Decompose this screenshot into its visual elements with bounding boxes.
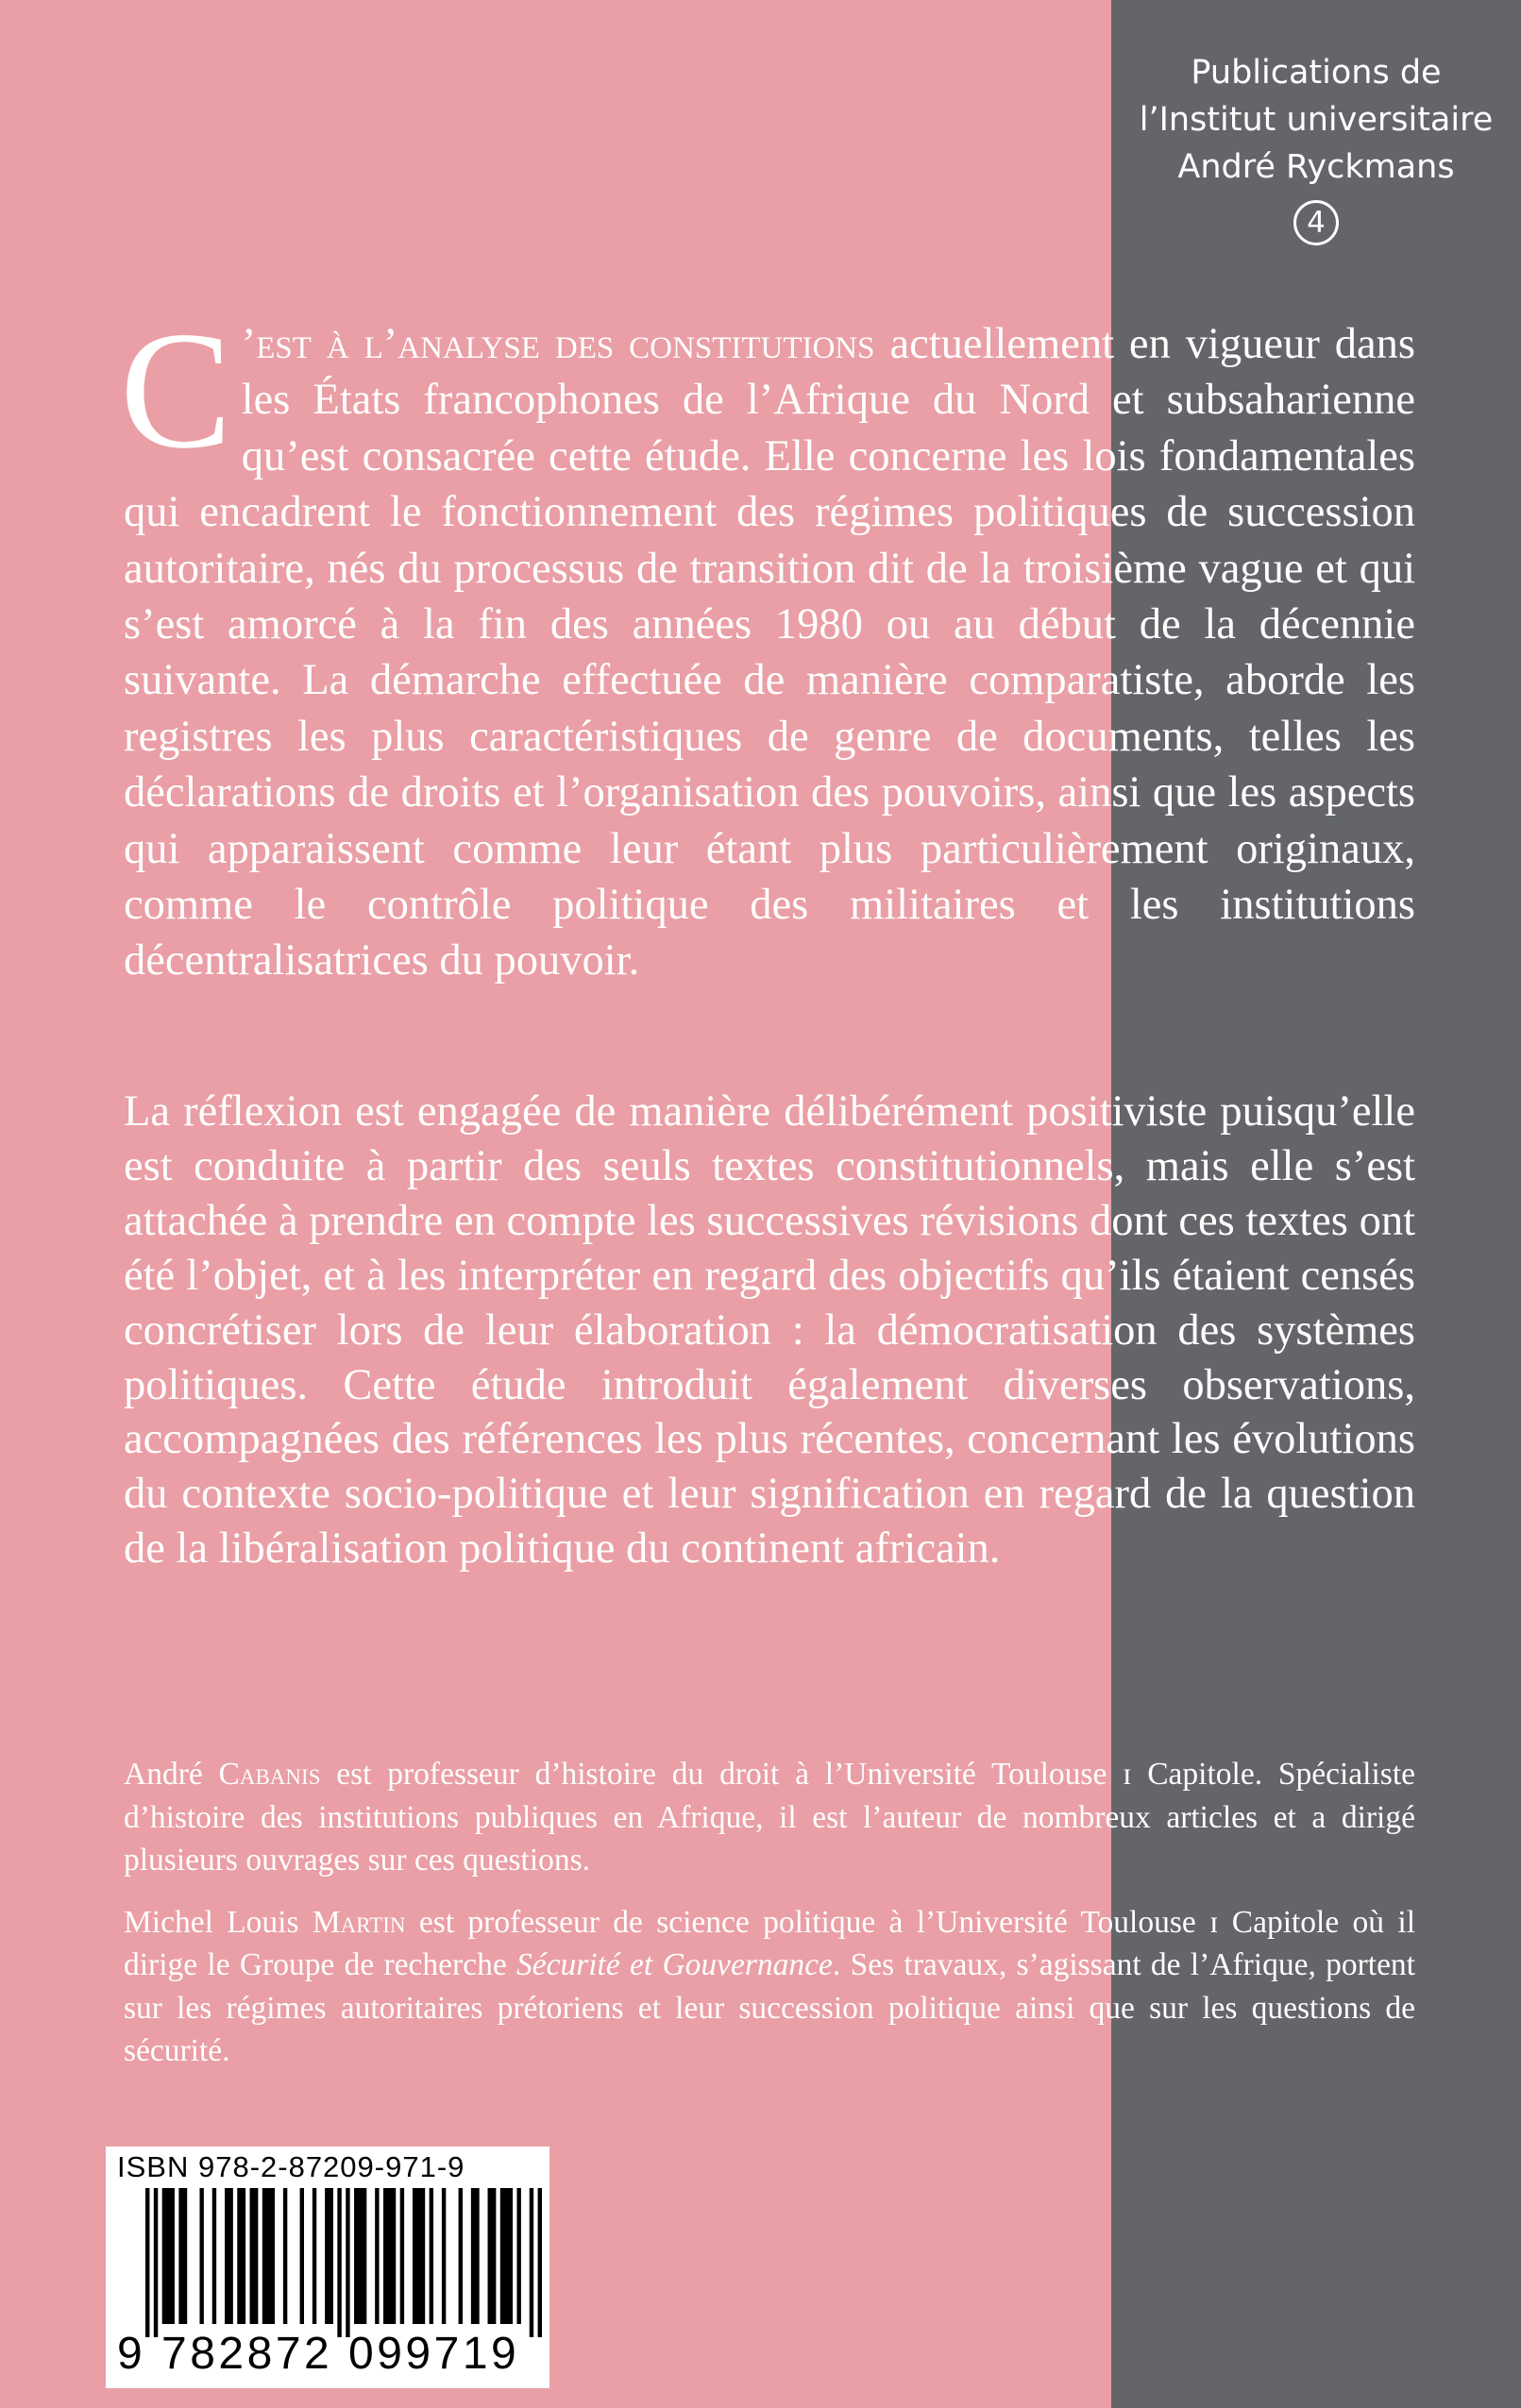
- barcode-bar: [383, 2188, 396, 2324]
- barcode-bar: [250, 2188, 259, 2324]
- series-line-1: Publications de: [1191, 54, 1442, 92]
- series-block: [1111, 49, 1521, 245]
- barcode-bar: [442, 2188, 446, 2324]
- barcode-bar: [530, 2188, 533, 2337]
- barcode-bar: [162, 2188, 175, 2324]
- intro-paragraph: [120, 296, 1415, 989]
- drop-cap: C: [120, 296, 232, 483]
- barcode-bar: [538, 2188, 542, 2337]
- barcode-bar: [283, 2188, 287, 2324]
- barcode-bar: [145, 2188, 149, 2337]
- barcode-bars: [145, 2188, 542, 2337]
- barcode-bar: [262, 2188, 275, 2324]
- barcode-bar: [488, 2188, 497, 2324]
- barcode-bar: [199, 2188, 203, 2324]
- reflexion-paragraph: [124, 1085, 1415, 1576]
- intro-lead-smallcaps: ’est à l’analyse des constitutions: [241, 320, 875, 368]
- bio-martin: Michel Louis Martin est professeur de science politique à l’Université Toulouse ɪ Capitole où il dirige le Groupe de recherche Sécurité et Gouvernance. Ses travaux, s’agissant de l’Afrique, portent sur les régimes autoritaires prétoriens et leur succession politique ainsi que sur les questions de sécurité.: [124, 1904, 1415, 2068]
- barcode-bar: [459, 2188, 463, 2324]
- barcode-bar: [413, 2188, 425, 2324]
- barcode-bar: [375, 2188, 379, 2324]
- intro-text: actuellement en vigueur dans les États francophones de l’Afrique du Nord et subsaharienne qu’est consacrée cette étude. Elle concerne les lois fondamentales qui encadrent le fonctionnement des régimes politiques de succession autoritaire, nés du processus de transition dit de la troisième vague et qui s’est amorcé à la fin des années 1980 ou au début de la décennie suivante. La démarche effectuée de manière comparatiste, aborde les registres les plus caractéristiques de genre de documents, telles les déclarations de droits et l’organisation des pouvoirs, ainsi que les aspects qui apparaissent comme leur étant plus particulièrement originaux, comme le contrôle politique des militaires et les institutions décentralisatrices du pouvoir.: [124, 320, 1415, 985]
- barcode-bar: [313, 2188, 316, 2324]
- barcode-bar: [178, 2188, 187, 2324]
- research-group-name: Sécurité et Gouvernance: [515, 1947, 833, 1982]
- reflexion-text: La réflexion est engagée de manière délibérément positiviste puisqu’elle est conduite à partir des seuls textes constitutionnels, mais elle s’est attachée à prendre en compte les successives révisions dont ces textes ont été l’objet, et à les interpréter en regard des objectifs qu’ils étaient censés concrétiser lors de leur élaboration : la démocratisation des systèmes politiques. Cette étude introduit également diverses observations, accompagnées des références les plus récentes, concernant les évolutions du contexte socio-politique et leur signification en regard de la question de la libéralisation politique du continent africain.: [124, 1087, 1415, 1574]
- isbn-barcode: [106, 2147, 549, 2388]
- barcode-bar: [154, 2188, 158, 2337]
- author-name-cabanis: Cabanis: [218, 1757, 321, 1792]
- barcode-bar: [471, 2188, 480, 2324]
- barcode-bar: [237, 2188, 245, 2324]
- barcode-bar: [354, 2188, 366, 2324]
- barcode-bar: [225, 2188, 233, 2324]
- bio-cabanis: André Cabanis est professeur d’histoire du droit à l’Université Toulouse ɪ Capitole. Spécialiste d’histoire des institutions publiques en Afrique, il est l’auteur de nombreux articles et a dirigé plusieurs ouvrages sur ces questions.: [124, 1757, 1415, 1878]
- barcode-bar: [337, 2188, 341, 2337]
- barcode-bar: [400, 2188, 404, 2324]
- series-line-3: André Ryckmans: [1177, 148, 1455, 186]
- series-number-circle: 4: [1293, 200, 1339, 245]
- barcode-bar: [300, 2188, 304, 2324]
- barcode-bar: [430, 2188, 433, 2324]
- barcode-bar: [212, 2188, 216, 2324]
- isbn-label: ISBN 978-2-87209-971-9: [117, 2150, 465, 2183]
- series-line-2: l’Institut universitaire: [1139, 101, 1494, 139]
- barcode-bar: [500, 2188, 513, 2324]
- author-bios: [124, 1753, 1415, 2073]
- barcode-bar: [516, 2188, 520, 2324]
- author-name-martin: Martin: [312, 1904, 406, 1940]
- barcode-bar: [325, 2188, 333, 2324]
- barcode-bar: [346, 2188, 349, 2337]
- barcode-digits: 9 782872 099719: [117, 2329, 520, 2379]
